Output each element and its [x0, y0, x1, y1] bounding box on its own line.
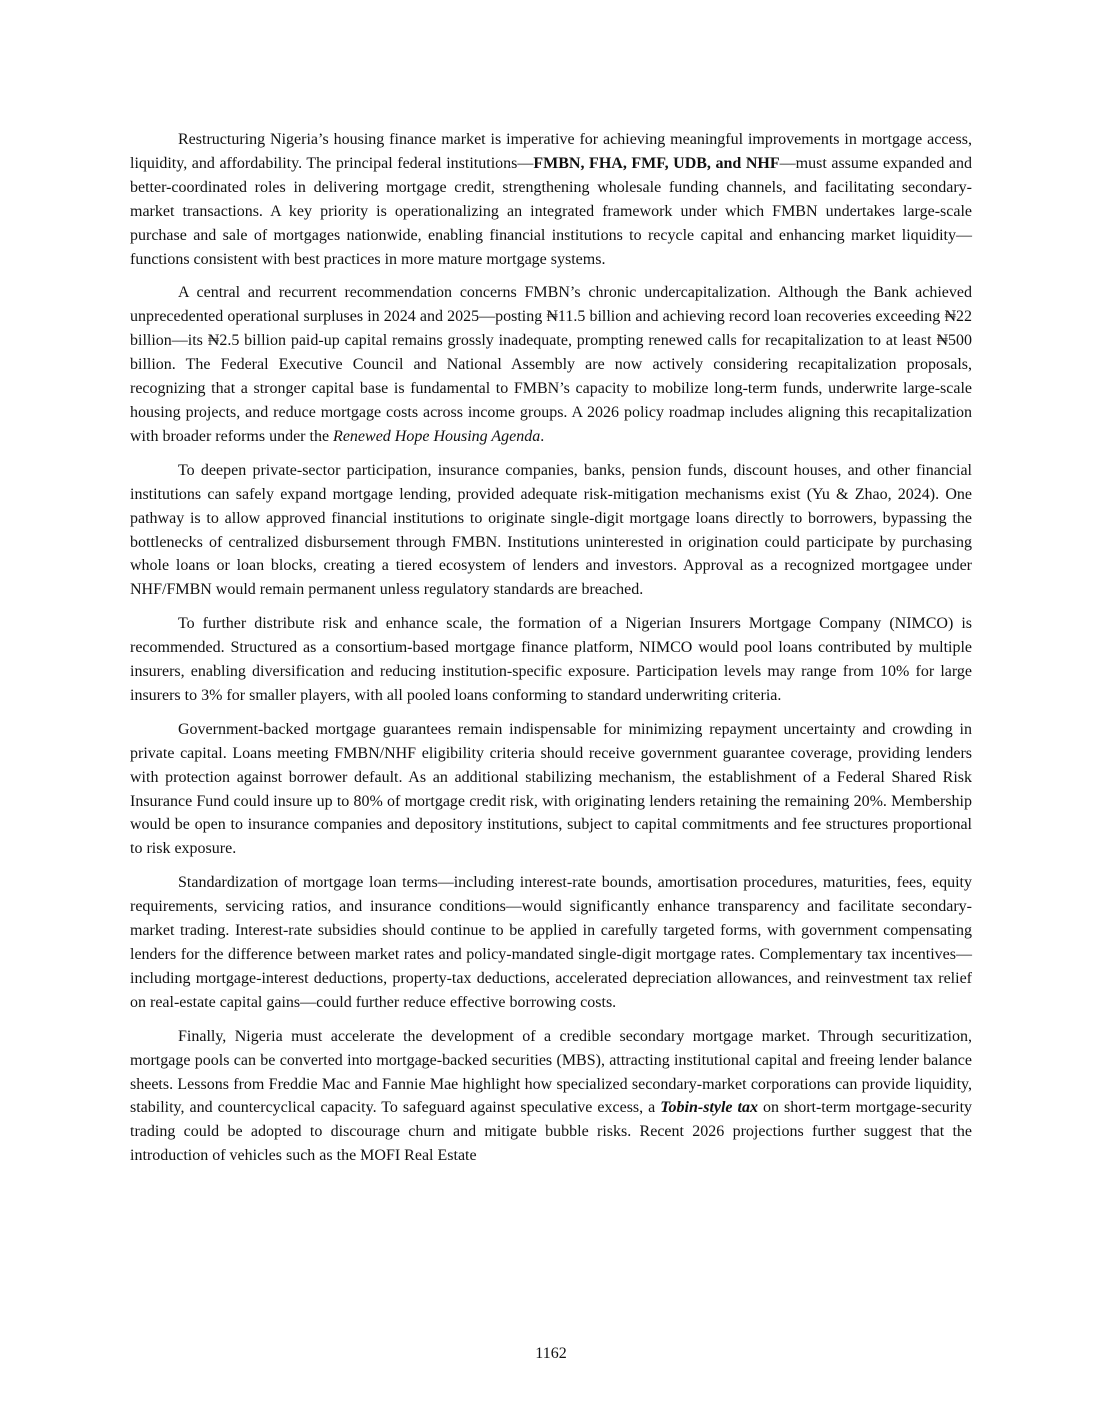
paragraph-standardization: Standardization of mortgage loan terms—including interest-rate bounds, amortisation procedures, maturities, fees, equity requirements, servicing ratios, and insurance conditions—would significantly enhance transparency and facilitate secondary-market trading. Interest-rate subsidies should continue to be applied in carefully targeted forms, with government compensating lenders for the difference between market rates and policy-mandated single-digit mortgage rates. Complementary tax incentives—including mortgage-interest deductions, property-tax deductions, accelerated depreciation allowances, and reinvestment tax relief on real-estate capital gains—could further reduce effective borrowing costs. [130, 874, 972, 1011]
paragraph-mortgage-guarantees: Government-backed mortgage guarantees remain indispensable for minimizing repayment uncertainty and crowding in private capital. Loans meeting FMBN/NHF eligibility criteria should receive government guarantee coverage, providing lenders with protection against borrower default. As an additional stabilizing mechanism, the establishment of a Federal Shared Risk Insurance Fund could insure up to 80% of mortgage credit risk, with originating lenders retaining the remaining 20%. Membership would be open to insurance companies and depository institutions, subject to capital commitments and fee structures proportional to risk exposure. [130, 720, 972, 858]
tobin-tax-bold-italic-text: Tobin-style tax [660, 1099, 758, 1117]
page-body [130, 128, 972, 1178]
paragraph-text: on short-term mortgage-security trading could be adopted to discourage churn and mitigate bubble risks. Recent 2026 projections further suggest that the introduction of vehicles such as the MOFI Real Estate [130, 1099, 973, 1165]
page-number: 1162 [535, 1345, 567, 1362]
paragraph-text: —must assume expanded and better-coordinated roles in delivering mortgage credit, strengthening wholesale funding channels, and facilitating secondary-market transactions. A key priority is operationalizing an integrated framework under which FMBN undertakes large-scale purchase and sale of mortgages nationwide, enabling financial institutions to recycle capital and enhancing market liquidity—functions consistent with best practices in more mature mortgage systems. [130, 154, 973, 268]
paragraph-text: Restructuring Nigeria’s housing finance market is imperative for achieving meaningful improvements in mortgage access, liquidity, and affordability. The principal federal institutions— [130, 131, 972, 172]
paragraph-text: Finally, Nigeria must accelerate the development of a credible secondary mortgage market. Through securitization, mortgage pools can be converted into mortgage-backed securities (MBS), attracting institutional capital and freeing lender balance sheets. Lessons from Freddie Mac and Fannie Mae highlight how specialized secondary-market corporations can provide liquidity, stability, and countercyclical capacity. To safeguard against speculative excess, a [130, 1027, 972, 1117]
paragraph-text: A central and recurrent recommendation concerns FMBN’s chronic undercapitalization. Although the Bank achieved unprecedented operational surpluses in 2024 and 2025—posting ₦11.5 billion and achieving record loan recoveries exceeding ₦22 billion—its ₦2.5 billion paid-up capital remains grossly inadequate, prompting renewed calls for recapitalization to at least ₦500 billion. The Federal Executive Council and National Assembly are now actively considering recapitalization proposals, recognizing that a stronger capital base is fundamental to FMBN’s capacity to mobilize long-term funds, underwrite large-scale housing projects, and reduce mortgage costs across income groups. A 2026 policy roadmap includes aligning this recapitalization with broader reforms under the [130, 284, 972, 445]
paragraph-fmbn-recapitalization [130, 281, 972, 448]
paragraph-nimco: To further distribute risk and enhance scale, the formation of a Nigerian Insurers Mortgage Company (NIMCO) is recommended. Structured as a consortium-based mortgage finance platform, NIMCO would pool loans contributed by multiple insurers, enabling diversification and reducing institution-specific exposure. Participation levels may range from 10% for large insurers to 3% for smaller players, with all pooled loans conforming to standard underwriting criteria. [130, 615, 972, 704]
paragraph-housing-finance-restructuring [130, 128, 972, 271]
paragraph-private-sector-participation: To deepen private-sector participation, insurance companies, banks, pension funds, discount houses, and other financial institutions can safely expand mortgage lending, provided adequate risk-mitigation mechanisms exist (Yu & Zhao, 2024). One pathway is to allow approved financial institutions to originate single-digit mortgage loans directly to borrowers, bypassing the bottlenecks of centralized disbursement through FMBN. Institutions uninterested in origination could participate by purchasing whole loans or loan blocks, creating a tiered ecosystem of lenders and investors. Approval as a recognized mortgagee under NHF/FMBN would remain permanent unless regulatory standards are breached. [130, 461, 972, 599]
paragraph-secondary-market [130, 1025, 972, 1168]
institutions-bold-text: FMBN, FHA, FMF, UDB, and NHF [533, 154, 780, 172]
paragraph-text: . [540, 427, 545, 445]
agenda-italic-text: Renewed Hope Housing Agenda [333, 427, 541, 445]
